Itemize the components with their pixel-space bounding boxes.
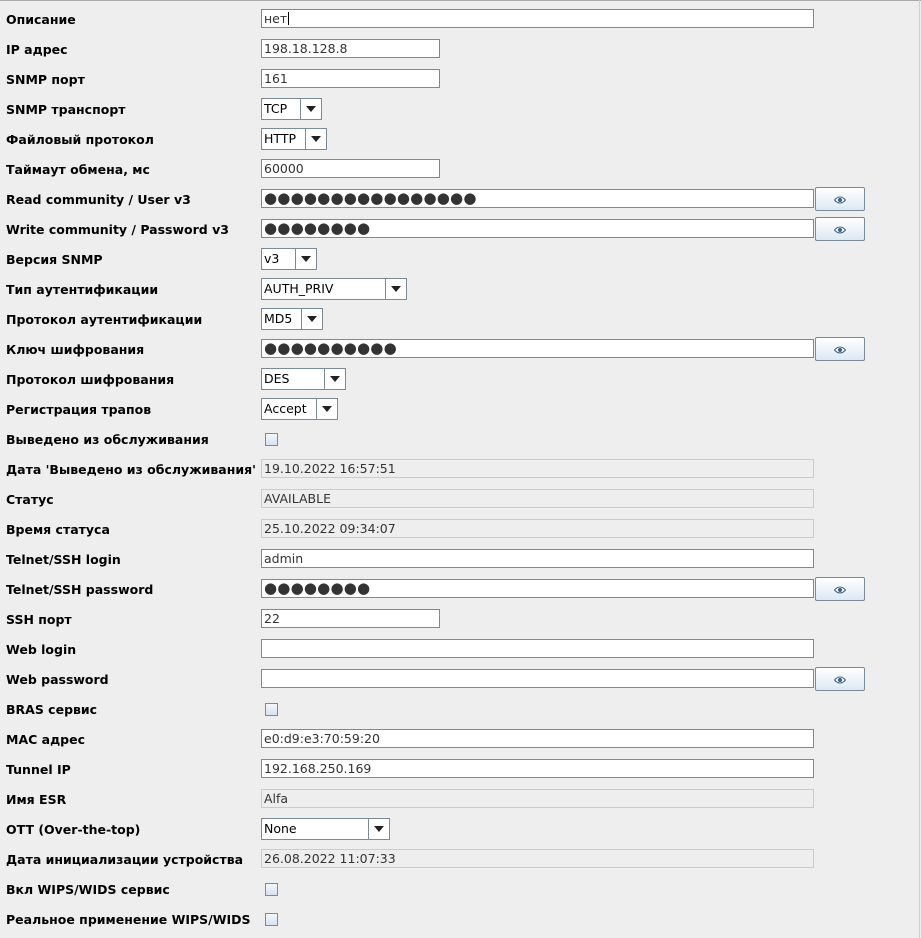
timeout-label: Таймаут обмена, мс <box>6 162 150 177</box>
status-label: Статус <box>6 492 54 507</box>
show-telnet-password-button[interactable] <box>815 577 865 601</box>
write-community-field[interactable]: ●●●●●●●● <box>261 219 814 238</box>
wips-apply-label: Реальное применение WIPS/WIDS <box>6 912 251 927</box>
row-encryption-key <box>0 335 921 365</box>
eye-icon <box>834 192 846 207</box>
wips-apply-checkbox[interactable] <box>265 913 278 926</box>
row-mac <box>0 725 921 755</box>
ott-value: None <box>264 821 297 836</box>
decommission-date-label: Дата 'Выведено из обслуживания' <box>6 462 256 477</box>
row-tunnel-ip <box>0 755 921 785</box>
chevron-down-icon[interactable] <box>305 129 326 149</box>
status-time-field: 25.10.2022 09:34:07 <box>261 519 814 538</box>
encryption-protocol-select[interactable] <box>261 368 346 390</box>
row-ott <box>0 815 921 845</box>
encryption-protocol-label: Протокол шифрования <box>6 372 175 387</box>
show-encryption-key-button[interactable] <box>815 337 865 361</box>
bras-service-checkbox[interactable] <box>265 703 278 716</box>
row-wips-apply <box>0 905 921 935</box>
row-trap-registration <box>0 395 921 425</box>
trap-registration-label: Регистрация трапов <box>6 402 152 417</box>
init-date-label: Дата инициализации устройства <box>6 852 244 867</box>
chevron-down-icon[interactable] <box>301 309 322 329</box>
ip-label: IP адрес <box>6 42 68 57</box>
row-init-date <box>0 845 921 875</box>
mac-field[interactable]: e0:d9:e3:70:59:20 <box>261 729 814 748</box>
decommissioned-label: Выведено из обслуживания <box>6 432 209 447</box>
telnet-login-field[interactable]: admin <box>261 549 814 568</box>
auth-type-select[interactable] <box>261 278 407 300</box>
row-telnet-login <box>0 545 921 575</box>
chevron-down-icon[interactable] <box>324 369 345 389</box>
web-login-field[interactable] <box>261 639 814 658</box>
status-time-label: Время статуса <box>6 522 110 537</box>
decommissioned-checkbox[interactable] <box>265 433 278 446</box>
telnet-password-field[interactable]: ●●●●●●●● <box>261 579 814 598</box>
init-date-field: 26.08.2022 11:07:33 <box>261 849 814 868</box>
snmp-version-select[interactable] <box>261 248 317 270</box>
snmp-transport-select[interactable] <box>261 98 322 120</box>
row-auth-type <box>0 275 921 305</box>
row-snmp-transport <box>0 95 921 125</box>
snmp-port-field[interactable]: 161 <box>261 69 440 88</box>
row-ssh-port <box>0 605 921 635</box>
esr-name-field: Alfa <box>261 789 814 808</box>
decommission-date-field: 19.10.2022 16:57:51 <box>261 459 814 478</box>
web-login-label: Web login <box>6 642 77 657</box>
row-status <box>0 485 921 515</box>
row-file-protocol <box>0 125 921 155</box>
telnet-login-label: Telnet/SSH login <box>6 552 121 567</box>
description-label: Описание <box>6 12 76 27</box>
top-border <box>0 0 921 1</box>
eye-icon <box>834 582 846 597</box>
row-esr-name <box>0 785 921 815</box>
row-encryption-protocol <box>0 365 921 395</box>
device-properties-form <box>0 5 921 935</box>
row-status-time <box>0 515 921 545</box>
description-value: нет <box>264 11 288 26</box>
row-write-community <box>0 215 921 245</box>
tunnel-ip-field[interactable]: 192.168.250.169 <box>261 759 814 778</box>
row-telnet-password <box>0 575 921 605</box>
row-decommission-date <box>0 455 921 485</box>
esr-name-label: Имя ESR <box>6 792 67 807</box>
snmp-port-label: SNMP порт <box>6 72 85 87</box>
status-field: AVAILABLE <box>261 489 814 508</box>
show-read-community-button[interactable] <box>815 187 865 211</box>
row-read-community <box>0 185 921 215</box>
snmp-version-label: Версия SNMP <box>6 252 103 267</box>
file-protocol-value: HTTP <box>264 131 296 146</box>
auth-type-value: AUTH_PRIV <box>264 281 334 296</box>
read-community-label: Read community / User v3 <box>6 192 191 207</box>
telnet-password-label: Telnet/SSH password <box>6 582 154 597</box>
ott-select[interactable] <box>261 818 390 840</box>
timeout-field[interactable]: 60000 <box>261 159 440 178</box>
chevron-down-icon[interactable] <box>295 249 316 269</box>
wips-enable-checkbox[interactable] <box>265 883 278 896</box>
row-web-password <box>0 665 921 695</box>
mac-label: MAC адрес <box>6 732 86 747</box>
ip-field[interactable]: 198.18.128.8 <box>261 39 440 58</box>
text-caret <box>288 12 289 25</box>
description-field[interactable] <box>261 9 814 28</box>
chevron-down-icon[interactable] <box>385 279 406 299</box>
row-snmp-port <box>0 65 921 95</box>
encryption-key-field[interactable]: ●●●●●●●●●● <box>261 339 814 358</box>
wips-enable-label: Вкл WIPS/WIDS сервис <box>6 882 170 897</box>
row-web-login <box>0 635 921 665</box>
row-wips-enable <box>0 875 921 905</box>
row-snmp-version <box>0 245 921 275</box>
eye-icon <box>834 342 846 357</box>
row-bras-service <box>0 695 921 725</box>
bras-service-label: BRAS сервис <box>6 702 98 717</box>
eye-icon <box>834 222 846 237</box>
row-timeout <box>0 155 921 185</box>
tunnel-ip-label: Tunnel IP <box>6 762 71 777</box>
snmp-version-value: v3 <box>264 251 280 266</box>
trap-registration-value: Accept <box>264 401 307 416</box>
file-protocol-label: Файловый протокол <box>6 132 154 147</box>
row-auth-protocol <box>0 305 921 335</box>
chevron-down-icon[interactable] <box>368 819 389 839</box>
auth-protocol-select[interactable] <box>261 308 323 330</box>
chevron-down-icon[interactable] <box>316 399 337 419</box>
file-protocol-select[interactable] <box>261 128 327 150</box>
ssh-port-field[interactable]: 22 <box>261 609 440 628</box>
row-description <box>0 5 921 35</box>
trap-registration-select[interactable] <box>261 398 338 420</box>
eye-icon <box>834 672 846 687</box>
auth-protocol-value: MD5 <box>264 311 293 326</box>
ott-label: OTT (Over-the-top) <box>6 822 141 837</box>
web-password-field[interactable] <box>261 669 814 688</box>
read-community-field[interactable]: ●●●●●●●●●●●●●●●● <box>261 189 814 208</box>
encryption-protocol-value: DES <box>264 371 290 386</box>
show-web-password-button[interactable] <box>815 667 865 691</box>
encryption-key-label: Ключ шифрования <box>6 342 145 357</box>
ssh-port-label: SSH порт <box>6 612 72 627</box>
row-ip <box>0 35 921 65</box>
snmp-transport-value: TCP <box>264 101 288 116</box>
show-write-community-button[interactable] <box>815 217 865 241</box>
auth-protocol-label: Протокол аутентификации <box>6 312 203 327</box>
snmp-transport-label: SNMP транспорт <box>6 102 126 117</box>
auth-type-label: Тип аутентификации <box>6 282 159 297</box>
chevron-down-icon[interactable] <box>300 99 321 119</box>
row-decommissioned <box>0 425 921 455</box>
write-community-label: Write community / Password v3 <box>6 222 229 237</box>
web-password-label: Web password <box>6 672 109 687</box>
